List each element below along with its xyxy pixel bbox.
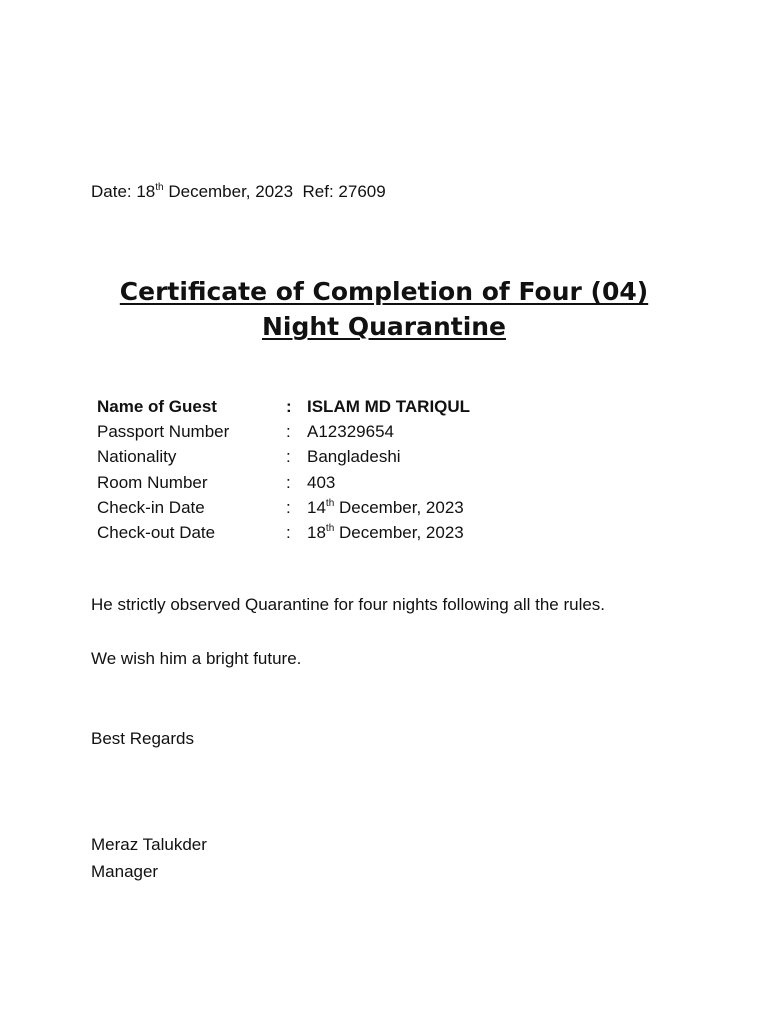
detail-label: Check-out Date [97,523,216,543]
ordinal-suffix: th [325,497,335,509]
detail-row-guest-name [97,394,470,419]
ordinal-suffix: th [325,523,335,535]
detail-colon: : [286,396,292,416]
detail-colon: : [286,523,291,543]
detail-label: Nationality [97,447,177,467]
signatory-name: Meraz Talukder [91,835,207,854]
date-month-year: December, 2023 [163,182,294,201]
detail-row-check-out-date [97,520,470,545]
observation-paragraph: He strictly observed Quarantine for four nights following all the rules. [91,595,606,614]
title-line-1: Certificate of Completion of Four (04) [119,277,649,306]
detail-colon: : [286,497,291,517]
date-text: Date: 18 [91,182,156,201]
detail-label: Passport Number [97,421,230,441]
detail-row-room-number [97,470,470,495]
detail-label: Name of Guest [97,396,217,416]
detail-colon: : [286,421,291,441]
detail-value: A12329654 [307,421,394,441]
detail-label: Check-in Date [97,497,205,517]
wish-paragraph: We wish him a bright future. [91,649,302,668]
detail-value: 14th December, 2023 [307,497,464,517]
guest-details-table [97,394,470,546]
detail-row-check-in-date [97,495,470,520]
closing-regards: Best Regards [91,729,194,748]
signatory-title: Manager [91,862,159,881]
date-ordinal-suffix: th [155,182,164,193]
detail-value: 18th December, 2023 [307,523,464,543]
detail-value: Bangladeshi [307,447,401,467]
title-line-2: Night Quarantine [261,312,507,341]
detail-colon: : [286,472,291,492]
date-ref-line [91,181,386,203]
detail-value: ISLAM MD TARIQUL [307,396,471,416]
detail-colon: : [286,447,291,467]
detail-row-passport-number [97,419,470,444]
certificate-title [60,274,708,344]
reference-number: Ref: 27609 [302,182,386,201]
detail-label: Room Number [97,472,208,492]
detail-value: 403 [307,472,336,492]
detail-row-nationality [97,445,470,470]
